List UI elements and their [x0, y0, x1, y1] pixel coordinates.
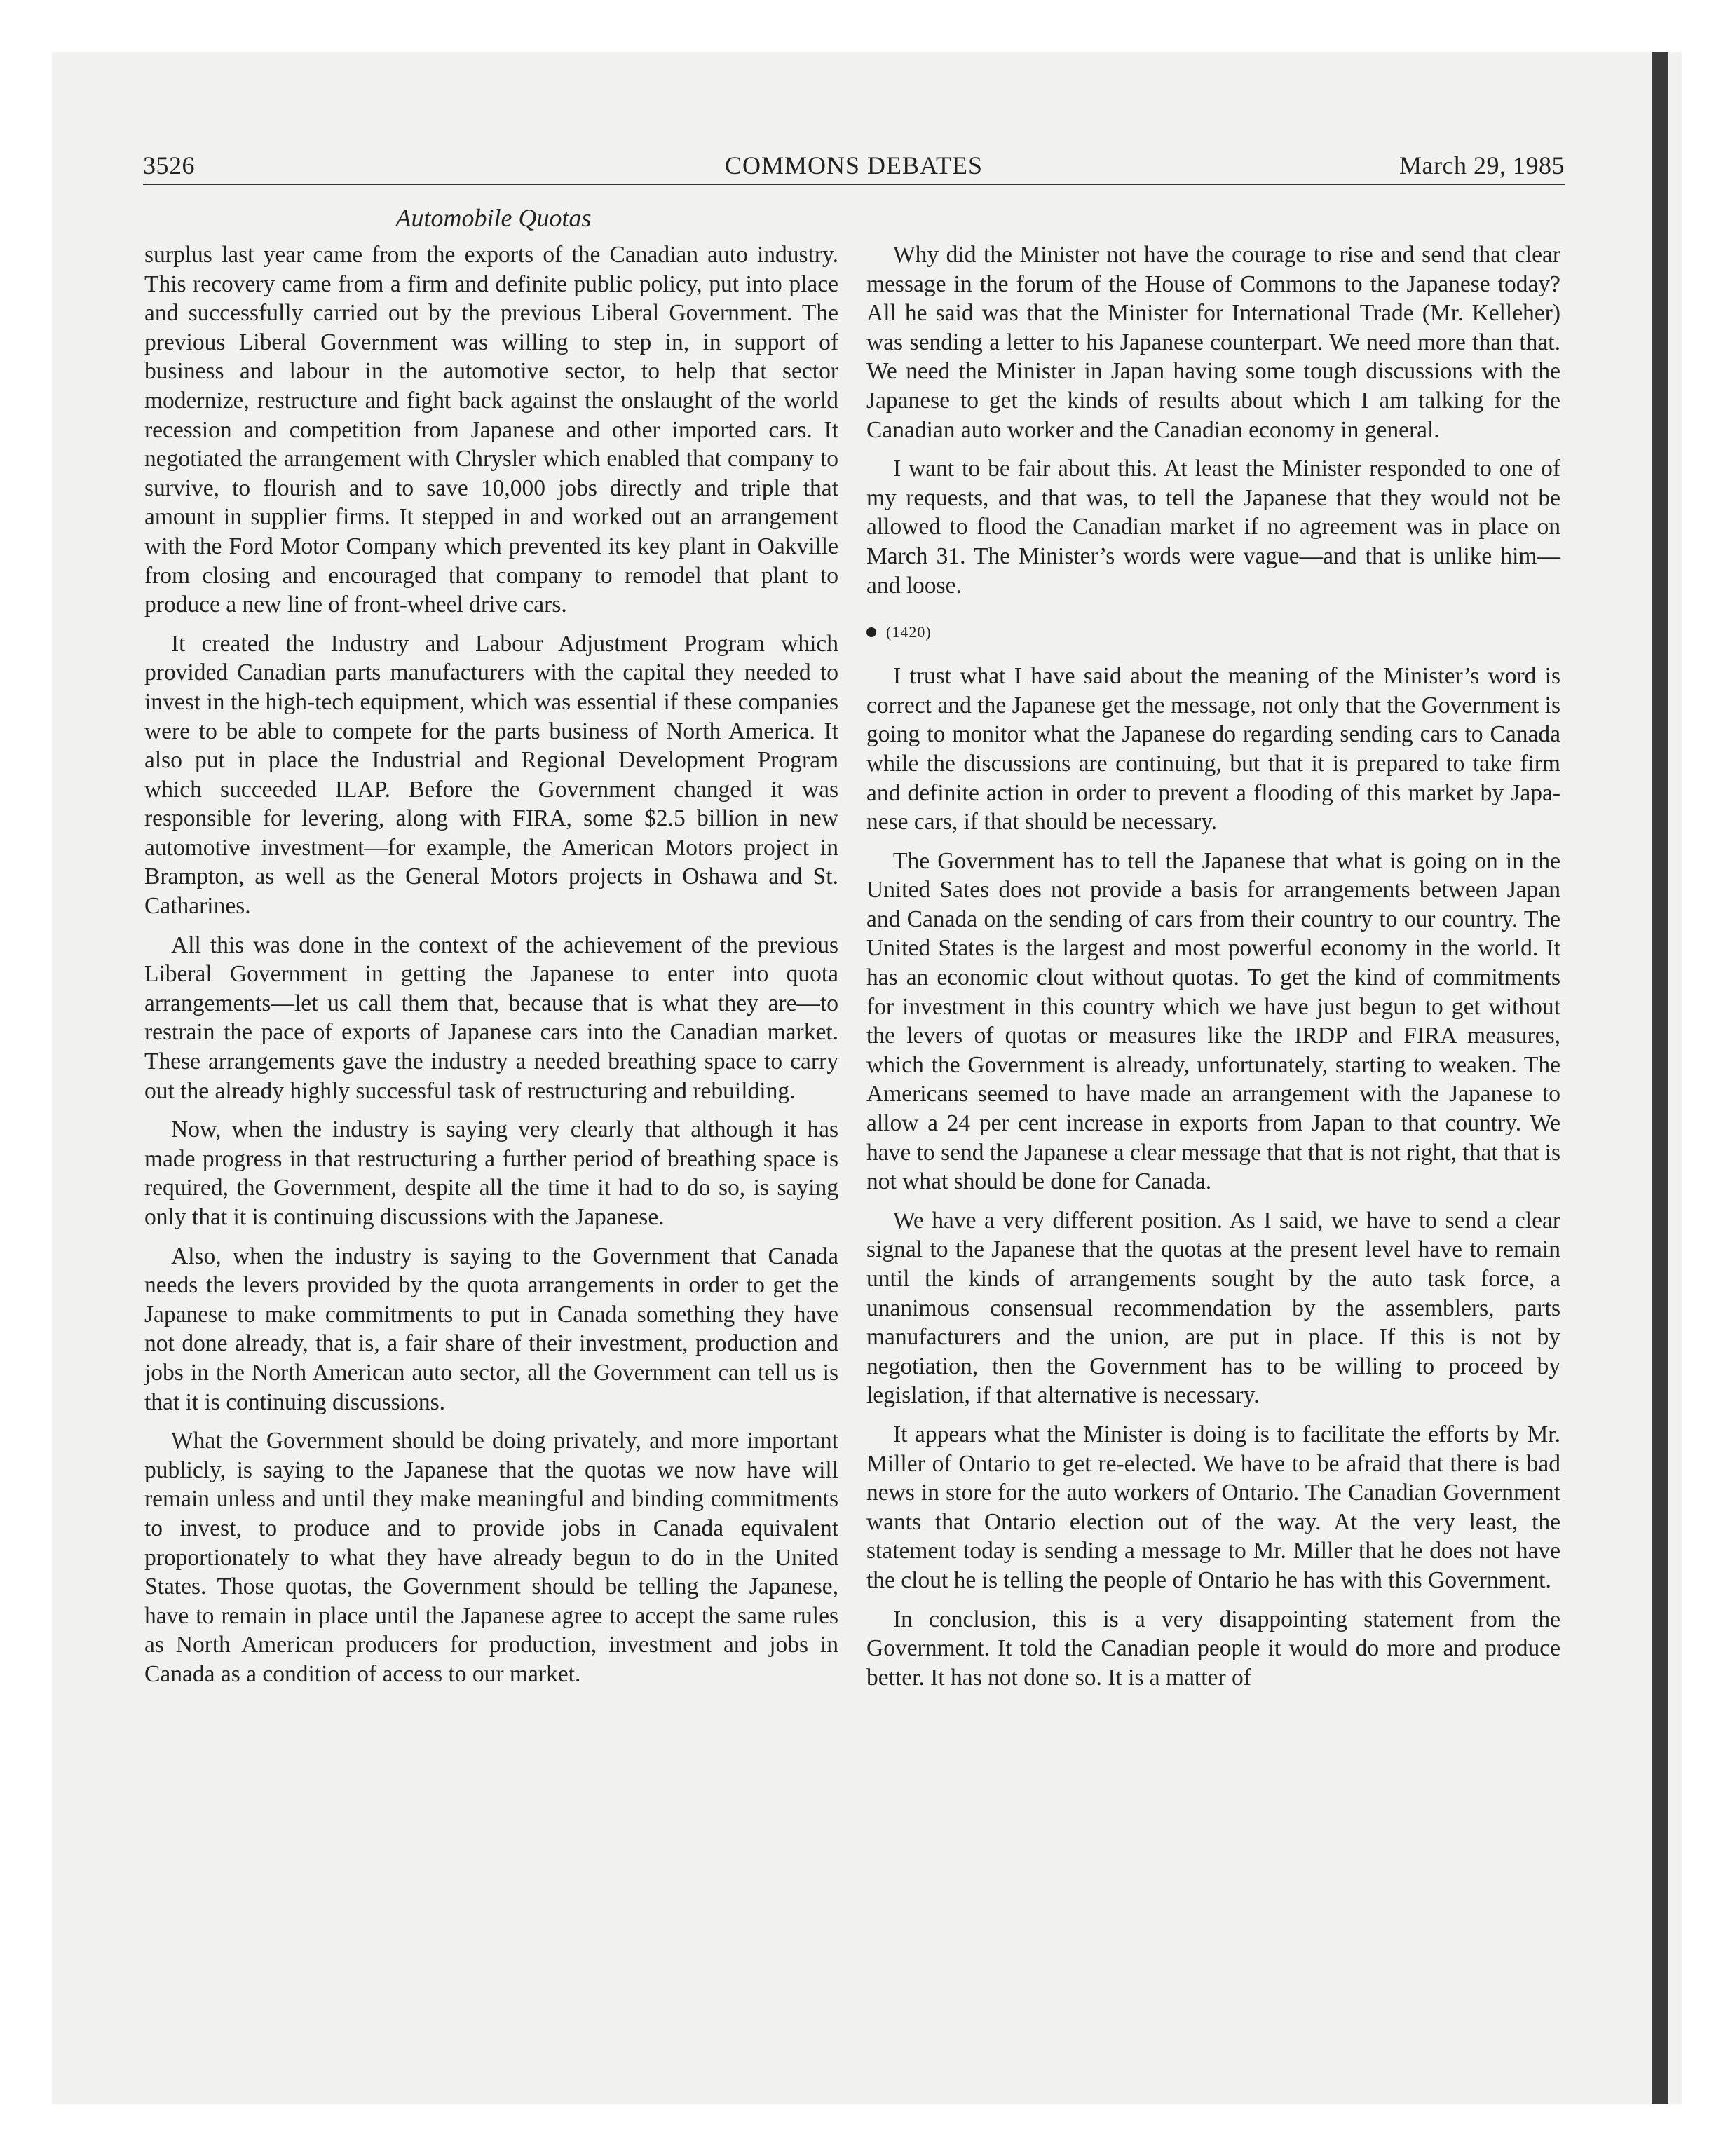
paragraph: I trust what I have said about the meaning of the Minister’s word is correct and the Japanese get the message, not only that the Government is going to monitor what the Japanese do regarding sending cars to Canada while the discussions are continuing, but that it is prepared to take firm and definite action in order to prevent a flooding of this market by Japanese cars, if that should be necessary.	[866, 663, 1560, 835]
bullet-icon	[866, 627, 876, 637]
paragraph: What the Government should be doing privately, and more important publicly, is saying to the Japanese that the quotas we now have will remain unless and until they make meaningful and binding commitments to invest, to produce and to provide jobs in Canada equivalent proportionately to what they have already begun to do in the United States. Those quotas, the Government should be telling the Japanese, have to remain in place until the Japanese agree to accept the same rules as North American producers for production, investment and jobs in Canada as a condition of access to our market.	[144, 1428, 838, 1687]
time-marker-label: (1420)	[886, 623, 932, 641]
section-title: Automobile Quotas	[395, 204, 592, 232]
paragraph: Now, when the industry is saying very clearly that although it has made progress in that restructuring a further period of breathing space is required, the Government, despite all the time it had to do so, is saying only that it is continuing discussions with the Japanese.	[144, 1117, 838, 1230]
paragraph: It created the Industry and Labour Adjustment Program which provided Canadian parts manufacturers with the capital they needed to invest in the high-tech equipment, which was essential if these companies were to be able to compete for the parts business of North America. It also put in place the Industrial and Regional Development Program which succeeded ILAP. Before the Government changed it was responsible for levering, along with FIRA, some $2.5 billion in new automotive investment—for example, the American Motors project in Brampton, as well as the General Motors projects in Oshawa and St. Catharines.	[144, 630, 838, 920]
paragraph: The Government has to tell the Japanese that what is going on in the United Sates does not provide a basis for arrangements between Japan and Canada on the sending of cars from their country to our country. The United States is the largest and most powerful economy in the world. It has an economic clout without quotas. To get the kind of commitments for investment in this country which we have just begun to get without the levers of quotas or measures like the IRDP and FIRA measures, which the Government is already, unfortunately, starting to weaken. The Americans seemed to have made an arrangement with the Japanese to allow a 24 per cent increase in exports from Japan to that country. We have to send the Japanese a clear message that that is not right, that that is not what should be done for Canada.	[866, 847, 1560, 1195]
header-date: March 29, 1985	[1399, 151, 1565, 179]
right-column	[866, 240, 1560, 1702]
paragraph: I want to be fair about this. At least the Minister responded to one of my requests, and that was, to tell the Japanese that they would not be allowed to flood the Canadian market if no agreement was in place on March 31. The Minister’s words were vague—and that is unlike him—and loose.	[866, 456, 1560, 599]
scan-edge-shadow	[1652, 52, 1668, 2104]
left-column	[144, 240, 838, 1699]
journal-title: COMMONS DEBATES	[724, 151, 984, 179]
page-number: 3526	[143, 151, 195, 179]
paragraph: surplus last year came from the exports of the Canadian auto industry. This recovery came from a firm and definite public policy, put into place and successfully carried out by the previous Liberal Government. The previous Liberal Government was willing to step in, in support of business and labour in the automotive sector, to help that sector modernize, restructure and fight back against the onslaught of the world recession and competition from Japanese and other imported cars. It negotiated the arrangement with Chrysler which enabled that company to survive, to flourish and to save 10,000 jobs directly and triple that amount in supplier firms. It stepped in and worked out an arrangement with the Ford Motor Company which prevented its key plant in Oakville from closing and encouraged that company to remodel that plant to produce a new line of front-wheel drive cars.	[144, 242, 838, 618]
paragraph: Also, when the industry is saying to the Government that Canada needs the levers provided by the quota arrangements in order to get the Japanese to make commitments to put in Canada something they have not done already, that is, a fair share of their investment, production and jobs in the North American auto sector, all the Government can tell us is that it is continuing discussions.	[144, 1243, 838, 1415]
paragraph: In conclusion, this is a very disappointing statement from the Government. It told the Canadian people it would do more and produce better. It has not done so. It is a matter of	[866, 1606, 1560, 1691]
page-header	[143, 147, 1565, 185]
paragraph: It appears what the Minister is doing is to facilitate the efforts by Mr. Miller of Ontario to get re-elected. We have to be afraid that there is bad news in store for the auto workers of Ontario. The Canadian Government wants that Ontario election out of the way. At the very least, the statement today is sending a message to Mr. Miller that he does not have the clout he is telling the people of Ontario he has with this Government.	[866, 1421, 1560, 1593]
paragraph: We have a very different position. As I said, we have to send a clear signal to the Japanese that the quotas at the present level have to remain until the kinds of arrangements sought by the auto task force, a unanimous consensual recommendation by the assemblers, parts manufacturers and the union, are put in place. If this is not by negotiation, then the Government has to be willing to proceed by legislation, if that alternative is necessary.	[866, 1207, 1560, 1409]
paragraph: Why did the Minister not have the courage to rise and send that clear message in the forum of the House of Commons to the Japanese today? All he said was that the Minister for International Trade (Mr. Kelleher) was sending a letter to his Japanese counterpart. We need more than that. We need the Minister in Japan having some tough discussions with the Japanese to get the kinds of results about which I am talking for the Canadian auto worker and the Canadian economy in general.	[866, 242, 1560, 443]
time-marker	[866, 620, 1560, 645]
paragraph: All this was done in the context of the achievement of the previous Liberal Government in getting the Japanese to enter into quota arrangements—let us call them that, because that is what they are—to restrain the pace of exports of Japanese cars into the Canadian market. These arrangements gave the industry a needed breathing space to carry out the already highly successful task of restructuring and rebuilding.	[144, 932, 838, 1104]
